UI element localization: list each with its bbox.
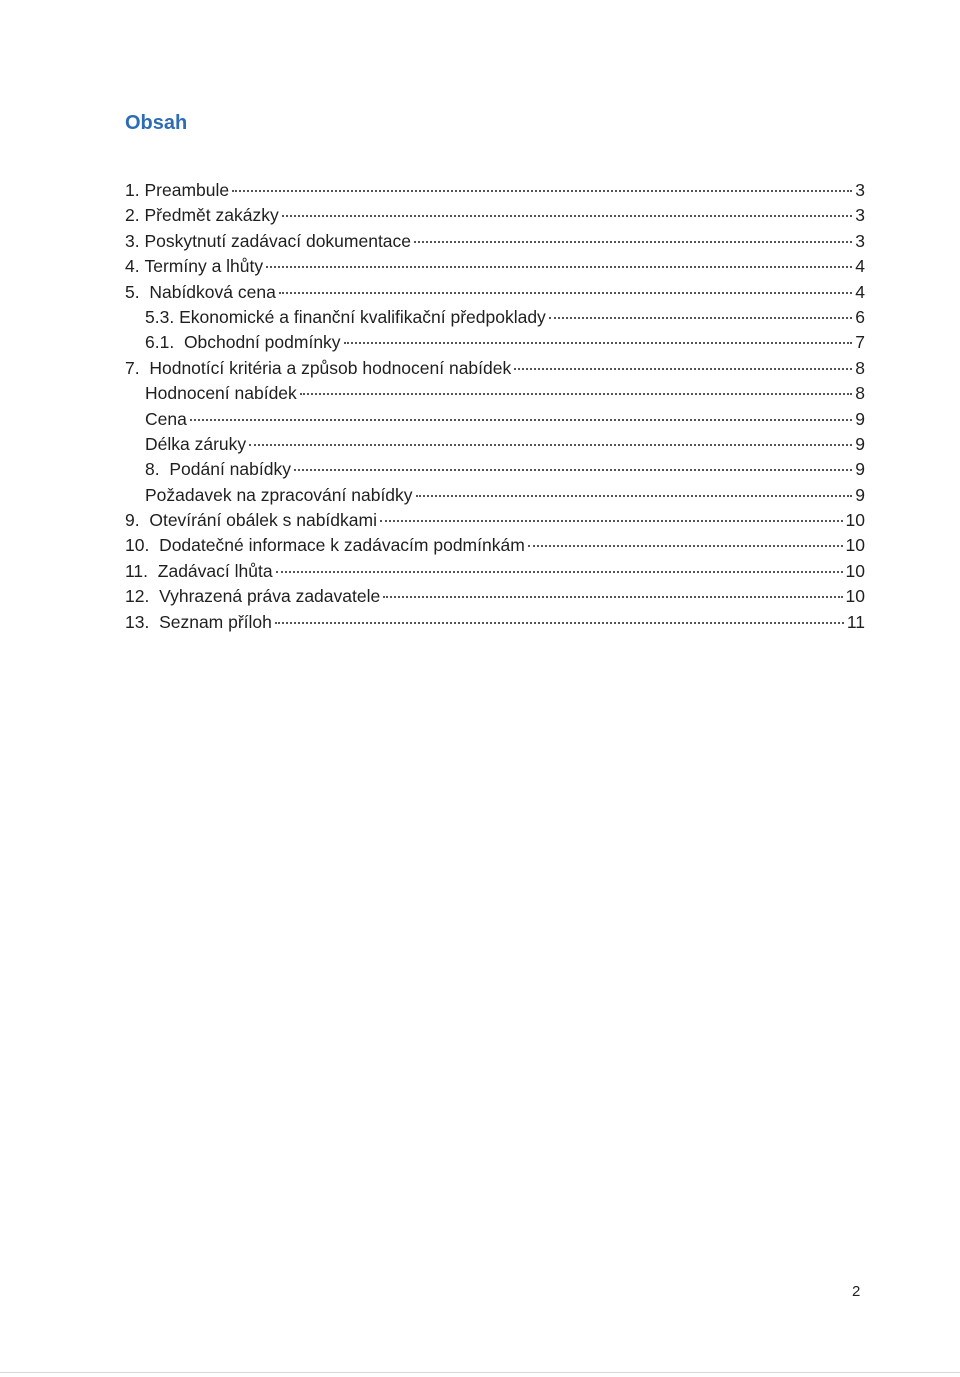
toc-entry[interactable] — [125, 381, 865, 406]
toc-entry-page: 3 — [855, 180, 865, 200]
toc-entry-label: Preambule — [144, 180, 230, 200]
toc-entry-gap — [140, 356, 150, 381]
toc-entry-gap — [160, 457, 170, 482]
scan-edge-divider — [0, 1372, 960, 1373]
toc-entry-label: Seznam příloh — [159, 611, 272, 632]
toc-entry-gap — [140, 280, 150, 305]
toc-dot-leader — [514, 368, 852, 370]
toc-dot-leader — [414, 241, 852, 243]
toc-entry-page: 4 — [855, 281, 865, 302]
toc-entry-label: Dodatečné informace k zadávacím podmínkám — [159, 535, 525, 556]
toc-entry-label: Obchodní podmínky — [183, 332, 341, 353]
toc-dot-leader — [190, 419, 852, 421]
toc-entry-number: 10. — [125, 535, 150, 556]
toc-entry-gap — [149, 610, 159, 635]
toc-entry[interactable] — [125, 229, 865, 254]
toc-entry-page: 10 — [845, 510, 865, 531]
toc-entry-number: 1. — [125, 180, 140, 200]
toc-entry-page: 10 — [845, 586, 865, 607]
page-number: 2 — [852, 1283, 861, 1300]
toc-entry-gap — [174, 330, 184, 355]
toc-dot-leader — [275, 622, 844, 624]
toc-entry-gap — [148, 559, 158, 584]
toc-dot-leader — [528, 545, 843, 547]
toc-entry-number: 5. — [125, 281, 140, 302]
toc-entry-label: Nabídková cena — [149, 281, 276, 302]
toc-entry-number: 5.3. — [145, 306, 175, 327]
toc-entry[interactable] — [125, 254, 865, 279]
toc-entry-gap — [149, 584, 159, 609]
toc-entry-number: 2. — [125, 205, 140, 226]
toc-dot-leader — [383, 596, 842, 598]
toc-entry-page: 10 — [845, 535, 865, 556]
toc-dot-leader — [294, 469, 852, 471]
toc-entry-label: Poskytnutí zadávací dokumentace — [144, 230, 412, 251]
toc-entry-number: 13. — [125, 611, 150, 632]
toc-entry[interactable] — [125, 508, 865, 533]
toc-entry-label: Otevírání obálek s nabídkami — [149, 510, 377, 531]
toc-entry-page: 9 — [855, 433, 865, 454]
toc-entry-number: 11. — [125, 560, 149, 581]
toc-dot-leader — [300, 393, 852, 395]
toc-dot-leader — [282, 215, 852, 217]
toc-entry-page: 8 — [855, 357, 865, 378]
toc-entry-page: 4 — [855, 256, 865, 277]
toc-entry-number: 6.1. — [145, 332, 175, 353]
toc-entry-label: Termíny a lhůty — [144, 256, 264, 277]
toc-entry[interactable] — [125, 178, 865, 203]
toc-entry-page: 8 — [855, 383, 865, 404]
toc-entry[interactable] — [125, 356, 865, 381]
toc-entry-number: 8. — [145, 459, 160, 480]
toc-entry[interactable] — [125, 559, 865, 584]
toc-entry-label: Zadávací lhůta — [157, 560, 273, 581]
toc-dot-leader — [344, 342, 852, 344]
toc-entry-page: 9 — [855, 408, 865, 429]
toc-entry[interactable] — [125, 305, 865, 330]
toc-entry-page: 11 — [846, 611, 865, 632]
toc-entry[interactable] — [125, 584, 865, 609]
toc-entry-label: Hodnocení nabídek — [145, 383, 297, 404]
toc-entry[interactable] — [125, 610, 865, 635]
toc-entry-gap — [149, 533, 159, 558]
toc-entry[interactable] — [125, 203, 865, 228]
toc-entry-page: 3 — [855, 205, 865, 226]
toc-entry-gap — [140, 508, 150, 533]
toc-entry-number: 3. — [125, 230, 140, 251]
toc-entry-page: 7 — [855, 332, 865, 353]
toc-dot-leader — [249, 444, 852, 446]
toc-entry-label: Hodnotící kritéria a způsob hodnocení nabídek — [149, 357, 512, 378]
toc-entry-page: 10 — [845, 560, 865, 581]
toc-dot-leader — [276, 571, 843, 573]
toc-dot-leader — [380, 520, 843, 522]
toc-heading: Obsah — [125, 112, 188, 134]
toc-entry-number: 12. — [125, 586, 150, 607]
toc-entry-label: Požadavek na zpracování nabídky — [145, 484, 413, 505]
toc-entry-label: Vyhrazená práva zadavatele — [159, 586, 381, 607]
toc-entry[interactable] — [125, 432, 865, 457]
toc-entry[interactable] — [125, 483, 865, 508]
toc-entry-label: Ekonomické a finanční kvalifikační předpoklady — [179, 306, 546, 327]
toc-entry-page: 9 — [855, 484, 865, 505]
toc-entry[interactable] — [125, 330, 865, 355]
toc-entry-page: 6 — [855, 306, 865, 327]
toc-entry[interactable] — [125, 457, 865, 482]
toc-entry-page: 3 — [855, 230, 865, 251]
toc-entry-number: 9. — [125, 510, 140, 531]
table-of-contents — [125, 178, 865, 635]
toc-dot-leader — [232, 190, 852, 192]
toc-dot-leader — [266, 266, 852, 268]
toc-dot-leader — [549, 317, 852, 319]
toc-entry-label: Délka záruky — [145, 433, 247, 454]
toc-entry-page: 9 — [855, 459, 865, 480]
toc-entry-number: 7. — [125, 357, 140, 378]
toc-entry-label: Cena — [145, 408, 187, 429]
toc-entry-label: Podání nabídky — [169, 459, 291, 480]
toc-entry[interactable] — [125, 407, 865, 432]
toc-entry-label: Předmět zakázky — [144, 205, 279, 226]
toc-entry[interactable] — [125, 280, 865, 305]
toc-entry-number: 4. — [125, 256, 140, 277]
toc-entry[interactable] — [125, 533, 865, 558]
toc-dot-leader — [416, 495, 852, 497]
toc-dot-leader — [279, 292, 852, 294]
